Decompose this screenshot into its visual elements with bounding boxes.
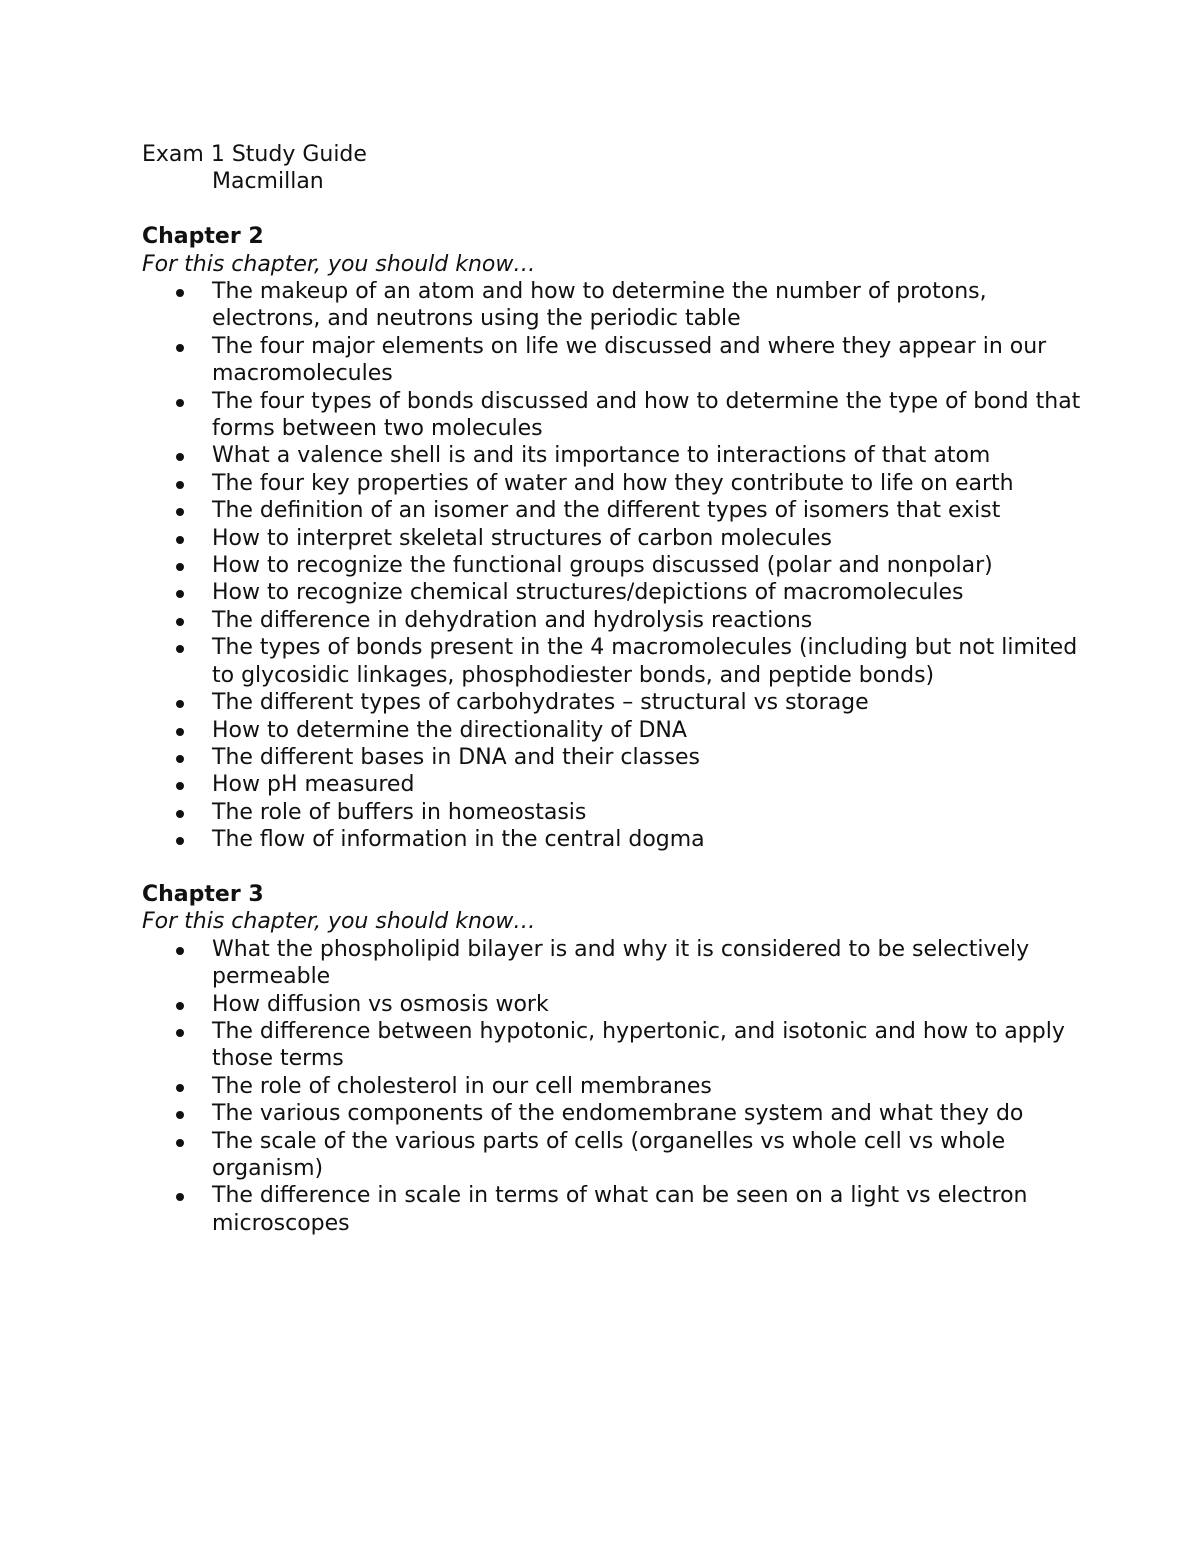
list-item-text: The difference between hypotonic, hypertonic, and isotonic and how to apply those terms (212, 1018, 1065, 1072)
list-item-text: The scale of the various parts of cells (organelles vs whole cell vs whole organism) (212, 1128, 1006, 1181)
list-item-text: The different types of carbohydrates – structural vs storage (212, 690, 869, 716)
list-item (142, 1128, 1082, 1183)
bullet-icon (176, 590, 184, 598)
bullet-icon (176, 782, 184, 790)
bullet-icon (176, 563, 184, 571)
list-item-text: The various components of the endomembrane system and what they do (212, 1101, 1024, 1127)
list-item (142, 1100, 1082, 1127)
list-item-text: How to recognize chemical structures/depictions of macromolecules (212, 580, 964, 606)
chapters-container (142, 223, 1082, 1237)
list-item (142, 799, 1082, 826)
bullet-icon (176, 755, 184, 763)
list-item (142, 826, 1082, 853)
list-item (142, 333, 1082, 388)
spacer (142, 854, 1082, 881)
list-item (142, 552, 1082, 579)
list-item-text: How pH measured (212, 772, 415, 798)
list-item (142, 388, 1082, 443)
bullet-icon (176, 536, 184, 544)
bullet-icon (176, 645, 184, 653)
list-item-text: The role of cholesterol in our cell membranes (212, 1073, 712, 1099)
list-item (142, 607, 1082, 634)
list-item-text: The role of buffers in homeostasis (212, 799, 587, 825)
bullet-icon (176, 481, 184, 489)
list-item (142, 689, 1082, 716)
list-item-text: How to interpret skeletal structures of carbon molecules (212, 525, 832, 551)
bullet-icon (176, 399, 184, 407)
list-item (142, 991, 1082, 1018)
list-item-text: How to determine the directionality of DNA (212, 717, 687, 743)
bullet-icon (176, 700, 184, 708)
bullet-icon (176, 289, 184, 297)
list-item-text: The flow of information in the central dogma (212, 827, 705, 853)
bullet-icon (176, 1029, 184, 1037)
list-item-text: The difference in scale in terms of what can be seen on a light vs electron microscopes (212, 1183, 1028, 1236)
list-item (142, 744, 1082, 771)
list-item-text: What the phospholipid bilayer is and why it is considered to be selectively permeable (212, 936, 1030, 990)
chapter-heading: Chapter 3 (142, 881, 264, 907)
chapter-intro: For this chapter, you should know… (142, 251, 536, 277)
list-item-text: The four key properties of water and how they contribute to life on earth (212, 470, 1014, 496)
list-item-text: What a valence shell is and its importance to interactions of that atom (212, 443, 991, 469)
list-item-text: The four types of bonds discussed and how to determine the type of bond that forms between two molecules (212, 388, 1081, 442)
chapter-section (142, 881, 1082, 1237)
list-item (142, 1182, 1082, 1237)
list-item-text: The types of bonds present in the 4 macromolecules (including but not limited to glycosidic linkages, phosphodiester bonds, and peptide bonds) (212, 635, 1078, 688)
document-content (142, 141, 1082, 1237)
chapter-heading: Chapter 2 (142, 224, 264, 250)
list-item-text: How diffusion vs osmosis work (212, 991, 549, 1017)
bullet-icon (176, 453, 184, 461)
bullet-list (142, 278, 1082, 854)
list-item (142, 1073, 1082, 1100)
bullet-icon (176, 1139, 184, 1147)
bullet-icon (176, 1193, 184, 1201)
bullet-icon (176, 1002, 184, 1010)
list-item (142, 579, 1082, 606)
bullet-icon (176, 728, 184, 736)
chapter-section (142, 223, 1082, 881)
list-item (142, 634, 1082, 689)
list-item (142, 717, 1082, 744)
list-item-text: The definition of an isomer and the different types of isomers that exist (212, 498, 1001, 524)
bullet-icon (176, 947, 184, 955)
bullet-icon (176, 508, 184, 516)
spacer (142, 196, 1082, 223)
list-item (142, 771, 1082, 798)
bullet-list (142, 936, 1082, 1237)
bullet-icon (176, 837, 184, 845)
list-item (142, 278, 1082, 333)
list-item-text: The different bases in DNA and their classes (212, 744, 700, 770)
bullet-icon (176, 1111, 184, 1119)
chapter-intro: For this chapter, you should know… (142, 909, 536, 935)
list-item (142, 1018, 1082, 1073)
document-author: Macmillan (212, 169, 324, 195)
list-item (142, 442, 1082, 469)
bullet-icon (176, 618, 184, 626)
bullet-icon (176, 1084, 184, 1092)
list-item (142, 525, 1082, 552)
bullet-icon (176, 810, 184, 818)
bullet-icon (176, 344, 184, 352)
list-item-text: The makeup of an atom and how to determine the number of protons, electrons, and neutrons using the periodic table (212, 279, 987, 332)
list-item-text: The four major elements on life we discussed and where they appear in our macromolecules (212, 333, 1047, 387)
list-item-text: The difference in dehydration and hydrolysis reactions (212, 607, 813, 633)
list-item (142, 497, 1082, 524)
document-title: Exam 1 Study Guide (142, 142, 367, 167)
list-item-text: How to recognize the functional groups discussed (polar and nonpolar) (212, 553, 993, 579)
list-item (142, 936, 1082, 991)
list-item (142, 470, 1082, 497)
